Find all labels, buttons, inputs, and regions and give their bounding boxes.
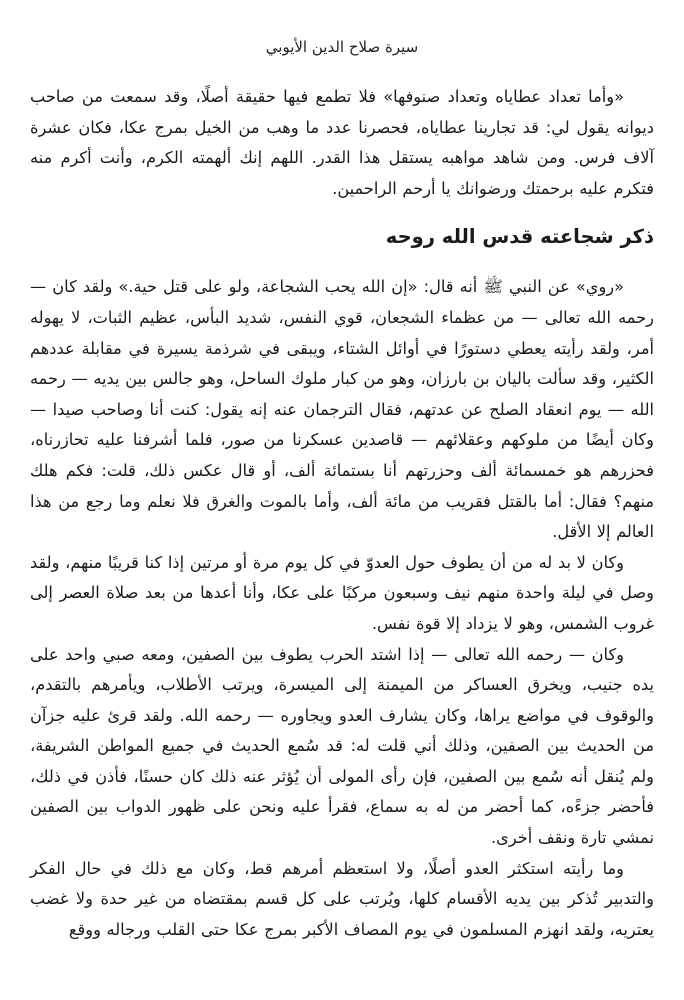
- paragraph: «وأما تعداد عطاياه وتعداد صنوفها» فلا تطمع فيها حقيقة أصلًا، وقد سمعت من صاحب ديوانه يقول لي: قد تجارينا عطاياه، فحصرنا عدد ما وهب من الخيل بمرج عكا، فكان عشرة آلاف فرس. ومن شاهد مواهبه يستقل هذا القدر. اللهم إنك ألهمته الكرم، وأنت أكرم منه فتكرم عليه برحمتك ورضوانك يا أرحم الراحمين.: [30, 87, 654, 198]
- running-header-title: سيرة صلاح الدين الأيوبي: [265, 38, 419, 56]
- paragraph: «روي» عن النبي ﷺ أنه قال: «إن الله يحب الشجاعة، ولو على قتل حية.» ولقد كان — رحمه الله تعالى — من عظماء الشجعان، قوي النفس، شديد البأس، عظيم الثبات، لا يهوله أمر، ولقد رأيته يعطي دستورًا في أوائل الشتاء، ويبقى في شرذمة يسيرة في مقابلة عددهم الكثير، وقد سألت باليان بن بارزان، وهو من كبار ملوك الساحل، وهو جالس بين يديه — رحمه الله — يوم انعقاد الصلح عن عدتهم، فقال الترجمان عنه إنه يقول: كنت أنا وصاحب صيدا — وكان أيضًا من ملوكهم وعقلائهم — قاصدين عسكرنا من صور، فلما أشرفنا عليه تحازرناه، فحزرهم هو خمسمائة ألف وحزرتهم أنا بستمائة ألف، أو قال عكس ذلك، قلت: فكم هلك منهم؟ فقال: أما بالقتل فقريب من مائة ألف، وأما بالموت والغرق فلا نعلم وما رجع من هذا العالم إلا الأقل.: [30, 277, 654, 542]
- section-heading: ذكر شجاعته قدس الله روحه: [385, 225, 654, 249]
- paragraph: وكان — رحمه الله تعالى — إذا اشتد الحرب يطوف بين الصفين، ومعه صبي واحد على يده جنيب، ويخرق العساكر من الميمنة إلى الميسرة، ويرتب الأطلاب، ويأمرهم بالتقدم، والوقوف في مواضع يراها، وكان يشارف العدو ويجاوره — رحمه الله. ولقد قرئ عليه جزآن من الحديث بين الصفين، وذلك أني قلت له: قد سُمع الحديث في جميع المواطن الشريفة، ولم يُنقل أنه سُمع بين الصفين، فإن رأى المولى أن يُؤثر عنه ذلك كان حسنًا، فأذن في ذلك، فأحضر جزءًه، كما أحضر من له به سماع، فقرأ عليه ونحن على ظهور الدواب بين الصفين نمشي تارة ونقف أخرى.: [30, 644, 654, 848]
- paragraph: وما رأيته استكثر العدو أصلًا، ولا استعظم أمرهم قط، وكان مع ذلك في حال الفكر والتدبير تُذكر بين يديه الأقسام كلها، ويُرتب على كل قسم بمقتضاه من غير حدة ولا غضب يعتريه، ولقد انهزم المسلمون في يوم المصاف الأكبر بمرج عكا حتى القلب ورجاله ووقع: [30, 858, 654, 939]
- page-body-text: [30, 82, 654, 945]
- paragraph: وكان لا بد له من أن يطوف حول العدوّ في كل يوم مرة أو مرتين إذا كنا قريبًا منهم، ولقد وصل في ليلة واحدة منهم نيف وسبعون مركبًا على عكا، وأنا أعدها من بعد صلاة العصر إلى غروب الشمس، وهو لا يزداد إلا قوة نفس.: [30, 552, 654, 633]
